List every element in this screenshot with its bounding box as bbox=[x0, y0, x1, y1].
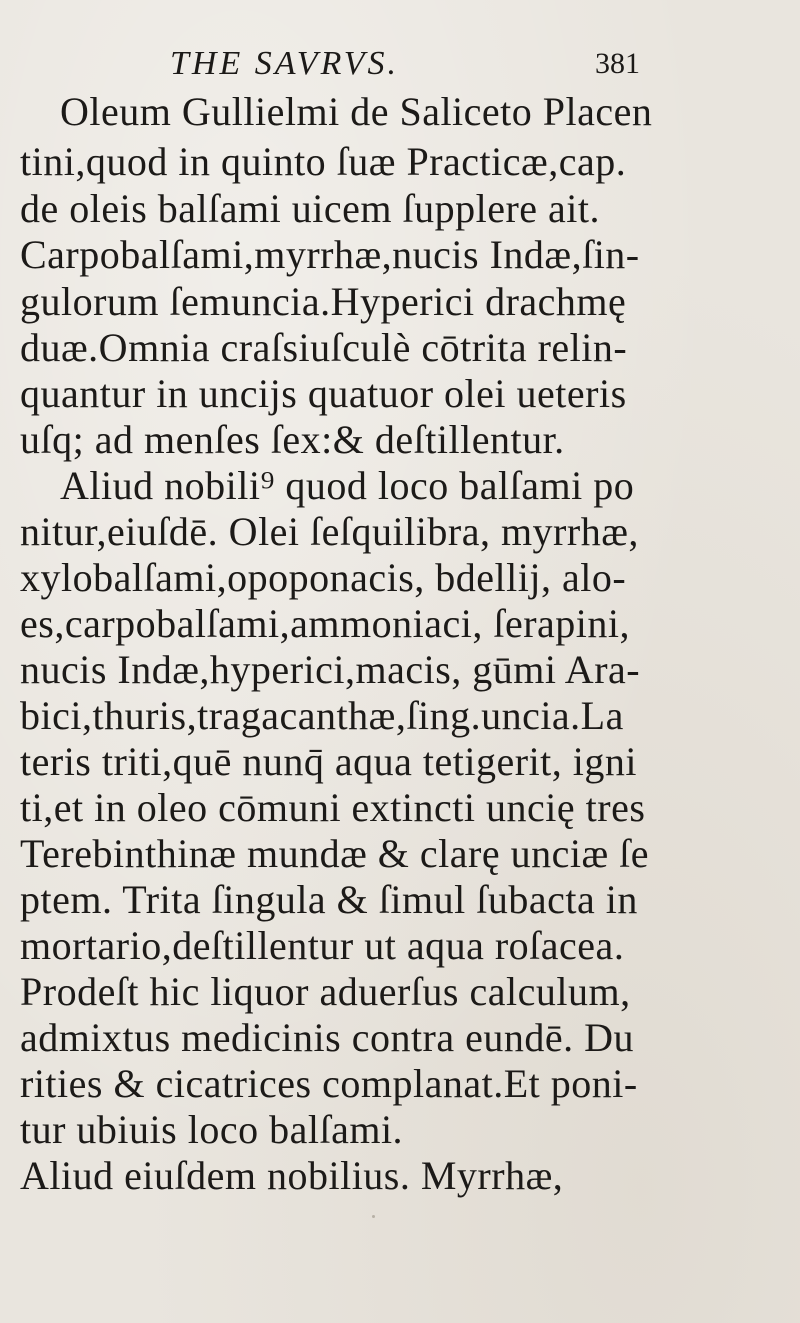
text-line: ti,et in oleo cōmuni extincti uncię tres bbox=[20, 785, 646, 830]
page-number: 381 bbox=[595, 47, 640, 80]
text-line: Aliud eiuſdem nobilius. Myrrhæ, bbox=[20, 1153, 564, 1198]
text-line: es,carpobalſami,ammoniaci, ſerapini, bbox=[20, 601, 630, 646]
text-line: nitur,eiuſdē. Olei ſeſquilibra, myrrhæ, bbox=[20, 509, 639, 554]
text-line: bici,thuris,tragacanthæ,ſing.uncia.La bbox=[20, 693, 624, 738]
text-line: Aliud nobili⁹ quod loco balſami po bbox=[60, 463, 635, 508]
text-line: rities & cicatrices complanat.Et poni- bbox=[20, 1061, 638, 1106]
text-line: teris triti,quē nunq̄ aqua tetigerit, igni bbox=[20, 739, 638, 784]
text-line: Terebinthinæ mundæ & clarę unciæ ſe bbox=[20, 831, 650, 876]
text-line: Prodeſt hic liquor aduerſus calculum, bbox=[20, 969, 631, 1014]
text-line: uſq; ad menſes ſex:& deſtillentur. bbox=[20, 417, 565, 462]
text-line: gulorum ſemuncia.Hyperici drachmę bbox=[20, 279, 627, 324]
text-line: ptem. Trita ſingula & ſimul ſubacta in bbox=[20, 877, 638, 922]
text-line: Carpobalſami,myrrhæ,nucis Indæ,ſin- bbox=[20, 232, 640, 277]
text-line: admixtus medicinis contra eundē. Du bbox=[20, 1015, 635, 1060]
text-line: duæ.Omnia craſsiuſculè cōtrita relin- bbox=[20, 325, 628, 370]
text-line: tur ubiuis loco balſami. bbox=[20, 1107, 404, 1152]
text-line: nucis Indæ,hyperici,macis, gūmi Ara- bbox=[20, 647, 641, 692]
text-line: xylobalſami,opoponacis, bdellij, alo- bbox=[20, 555, 627, 600]
text-line: tini,quod in quinto ſuæ Practicæ,cap. bbox=[20, 139, 627, 184]
text-line: de oleis balſami uicem ſupplere ait. bbox=[20, 186, 601, 231]
paper-speck bbox=[372, 1215, 375, 1218]
running-head bbox=[170, 44, 640, 88]
running-title: THE SAVRVS. bbox=[170, 45, 399, 82]
text-line: Oleum Gullielmi de Saliceto Placen bbox=[60, 89, 653, 134]
text-line: quantur in uncijs quatuor olei ueteris bbox=[20, 371, 627, 416]
text-line: mortario,deſtillentur ut aqua roſacea. bbox=[20, 923, 625, 968]
